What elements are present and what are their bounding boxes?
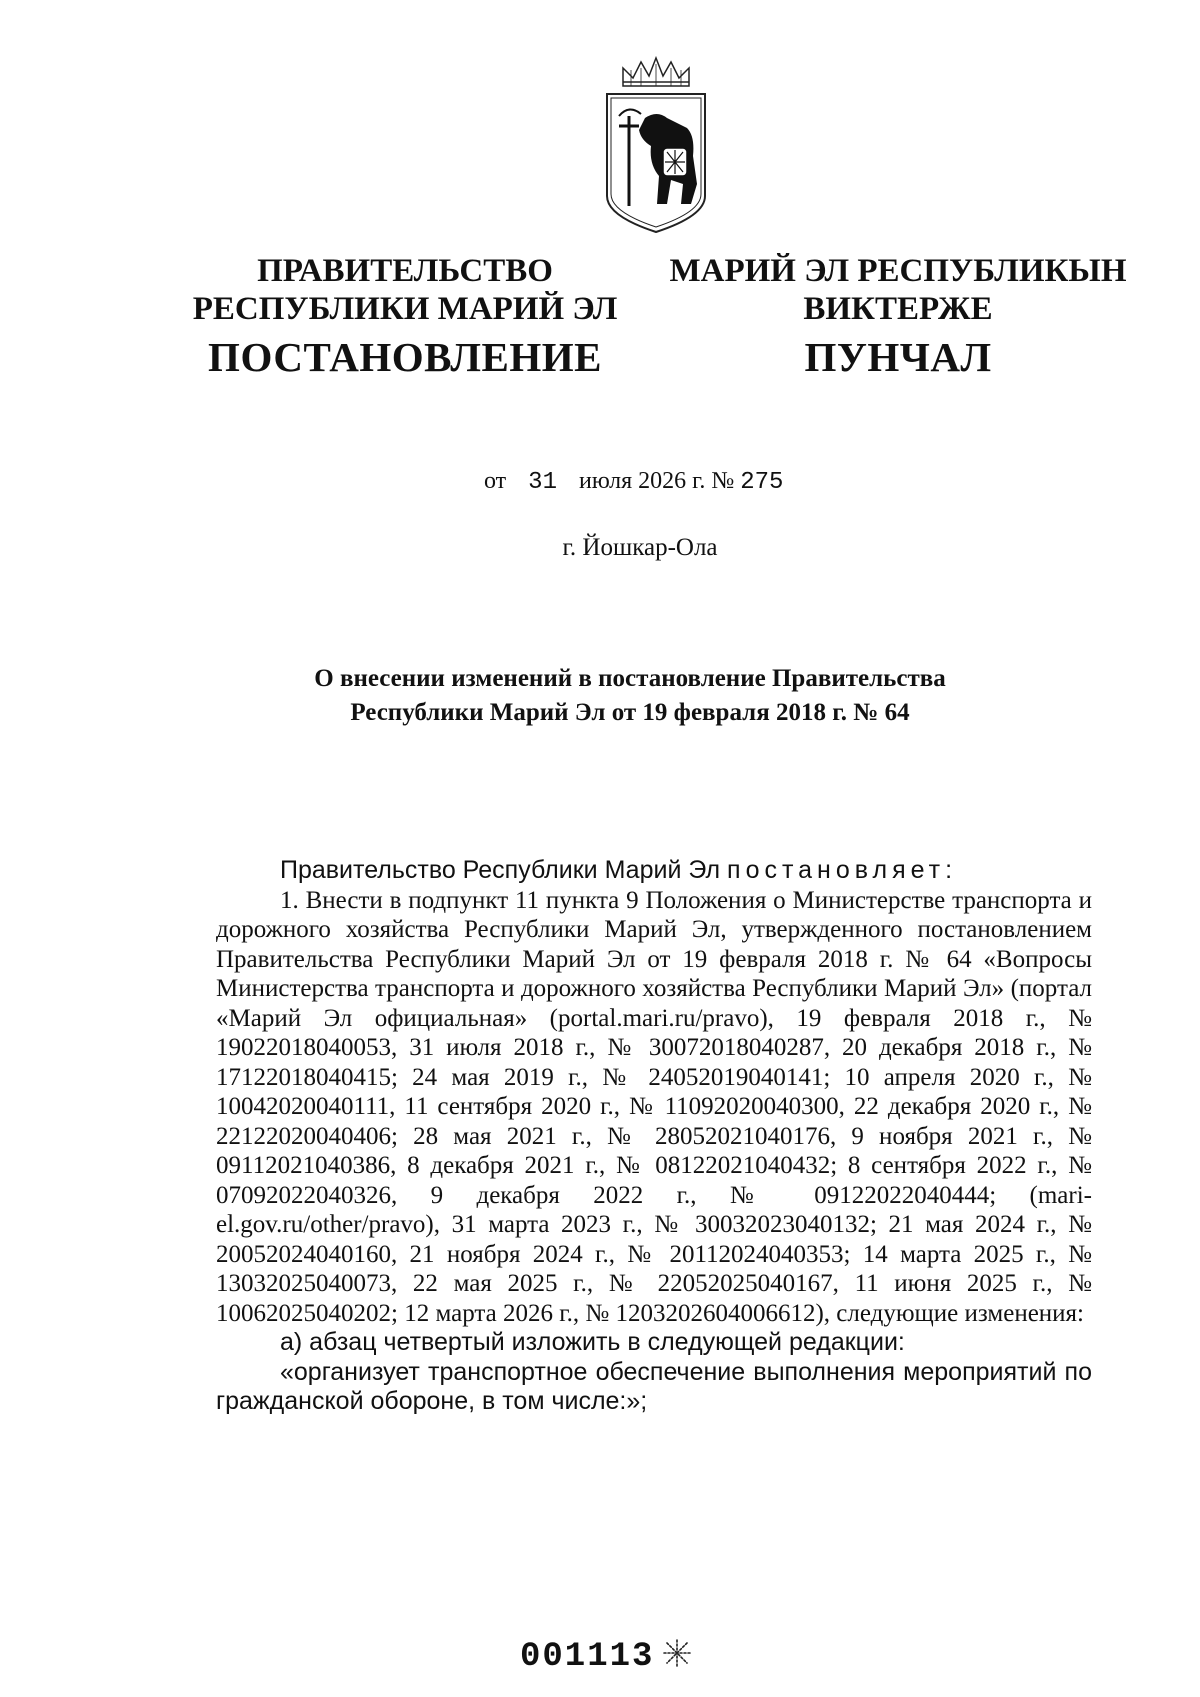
date-prefix: от — [484, 468, 507, 494]
document-subject — [230, 662, 1030, 730]
header-right-line2: ВИКТЕРЖЕ — [803, 291, 993, 327]
header-left — [190, 252, 620, 380]
quote-paragraph: «организует транспортное обеспечение выполнения мероприятий по гражданской обороне, в том числе:»; — [216, 1357, 1092, 1415]
header-left-title: ПОСТАНОВЛЕНИЕ — [208, 334, 602, 380]
header-left-line1: ПРАВИТЕЛЬСТВО — [257, 253, 553, 289]
intro-paragraph — [216, 856, 1092, 886]
date-day: 31 — [528, 469, 557, 496]
asterisk-stamp-icon — [662, 1638, 692, 1668]
paragraph-1: 1. Внести в подпункт 11 пункта 9 Положения о Министерстве транспорта и дорожного хозяйства Республики Марий Эл, утвержденного постановлением Правительства Республики Марий Эл от 19 февраля 2018 г. № 64 «Вопросы Министерства транспорта и дорожного хозяйства Республики Марий Эл» (портал «Марий Эл официальная» (portal.mari.ru/pravo), 19 февраля 2018 г., № 19022018040053, 31 июля 2018 г., № 30072018040287, 20 декабря 2018 г., № 17122018040415; 24 мая 2019 г., № 24052019040141; 10 апреля 2020 г., № 10042020040111, 11 сентября 2020 г., № 11092020040300, 22 декабря 2020 г., № 22122020040406; 28 мая 2021 г., № 28052021040176, 9 ноября 2021 г., № 09112021040386, 8 декабря 2021 г., № 08122021040432; 8 сентября 2022 г., № 07092022040326, 9 декабря 2022 г., № 09122022040444; (mari-el.gov.ru/other/pravo), 31 марта 2023 г., № 30032023040132; 21 мая 2024 г., № 20052024040160, 21 ноября 2024 г., № 20112024040353; 14 марта 2025 г., № 13032025040073, 22 мая 2025 г., № 22052025040167, 11 июня 2025 г., № 10062025040202; 12 марта 2026 г., № 1203202604006612), следующие изменения: — [216, 886, 1092, 1327]
intro-spaced: постановляет: — [727, 856, 958, 884]
date-line — [484, 468, 783, 496]
intro-start: Правительство Республики Марий Эл — [280, 856, 721, 884]
subject-line2: Республики Марий Эл от 19 февраля 2018 г. № 64 — [350, 699, 910, 726]
header-left-line2: РЕСПУБЛИКИ МАРИЙ ЭЛ — [192, 291, 618, 327]
date-month-year: июля 2026 г. № — [578, 468, 735, 494]
item-a: а) абзац четвертый изложить в следующей редакции: — [280, 1328, 905, 1356]
serial-number: 001113 — [520, 1638, 655, 1676]
city-line: г. Йошкар-Ола — [562, 534, 718, 561]
subject-line1: О внесении изменений в постановление Правительства — [314, 665, 946, 692]
coat-of-arms-emblem — [601, 56, 711, 236]
document-body — [216, 856, 1092, 1417]
header-right-line1: МАРИЙ ЭЛ РЕСПУБЛИКЫН — [669, 253, 1127, 289]
header-right-title: ПУНЧАЛ — [804, 334, 992, 380]
header-right — [668, 252, 1128, 380]
document-number: 275 — [740, 469, 784, 496]
